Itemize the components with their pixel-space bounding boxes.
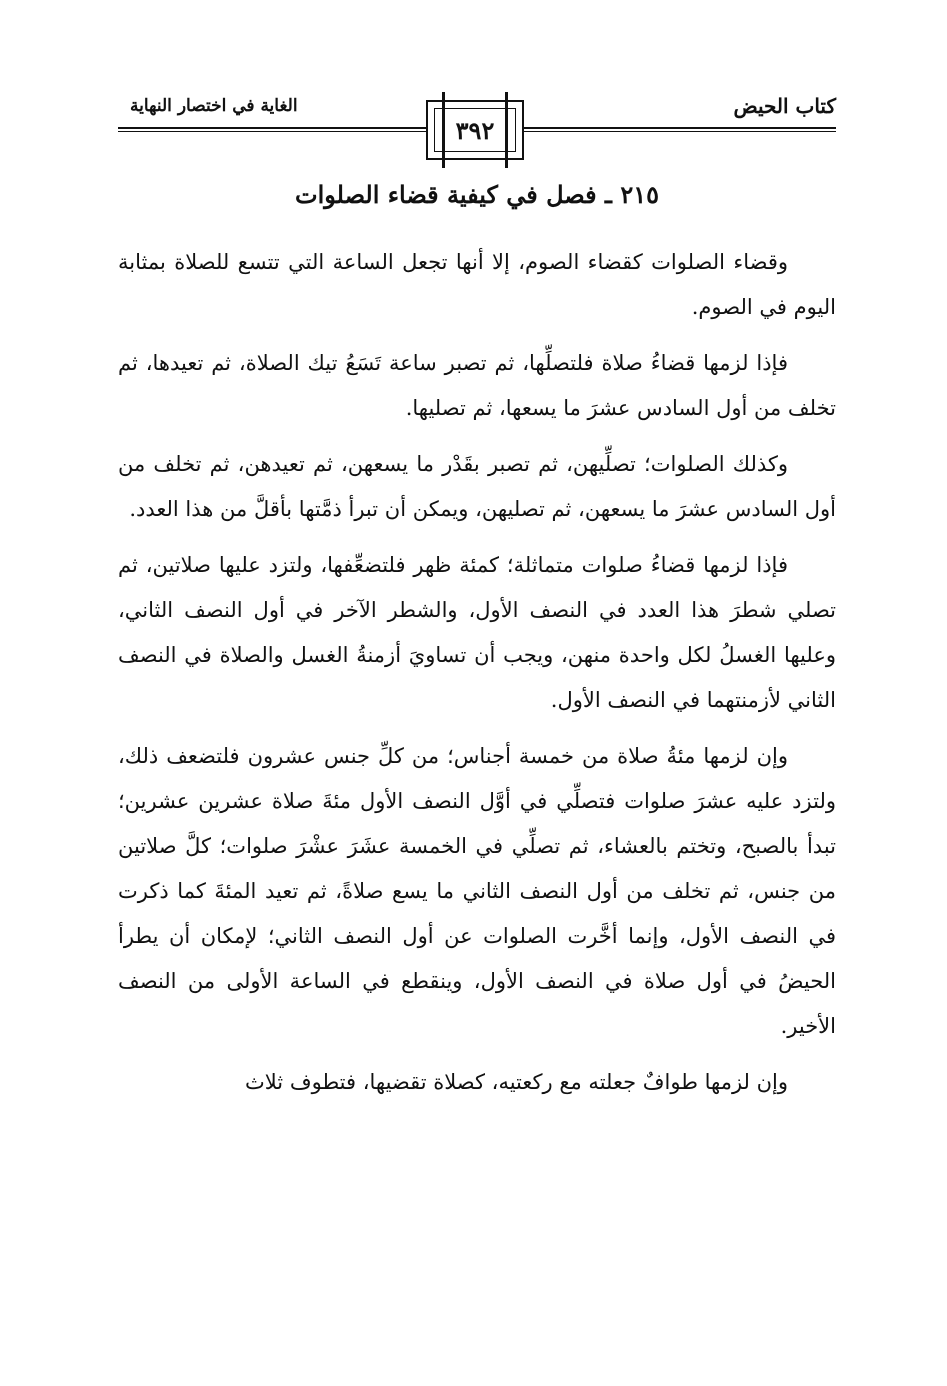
page-number-frame [426, 100, 524, 160]
paragraph: فإذا لزمها قضاءُ صلوات متماثلة؛ كمئة ظهر فلتضعِّفها، ولتزد عليها صلاتين، ثم تصلي شطرَ هذا العدد في النصف الأول، والشطر الآخر في أول النصف الثاني، وعليها الغسلُ لكل واحدة منهن، ويجب أن تساويَ أزمنةُ الغسل والصلاة في النصف الثاني لأزمنتهما في النصف الأول. [118, 553, 836, 712]
paragraph: وكذلك الصلوات؛ تصلِّيهن، ثم تصبر بقَدْر ما يسعهن، ثم تعيدهن، ثم تخلف من أول السادس عشرَ ما يسعهن، ثم تصليهن، ويمكن أن تبرأ ذمَّتها بأقلَّ من هذا العدد. [118, 452, 836, 521]
running-header [118, 92, 836, 172]
paragraph: وإن لزمها مئةُ صلاة من خمسة أجناس؛ من كلِّ جنس عشرون فلتضعف ذلك، ولتزد عليه عشرَ صلوات فتصلِّي في أوَّل النصف الأول مئةَ صلاة عشرين عشرين؛ تبدأ بالصبح، وتختم بالعشاء، ثم تصلِّي في الخمسة عشَرَ عشْرَ صلوات؛ كلَّ صلاتين من جنس، ثم تخلف من أول النصف الثاني ما يسع صلاةً، ثم تعيد المئةَ كما ذكرت في النصف الأول، وإنما أخَّرت الصلوات عن أول النصف الثاني؛ لإمكان أن يطرأ الحيضُ في أول صلاة في النصف الأول، وينقطع في الساعة الأولى من النصف الأخير. [118, 744, 836, 1038]
paragraph: فإذا لزمها قضاءُ صلاة فلتصلِّها، ثم تصبر ساعة تَسَعُ تيك الصلاة، ثم تعيدها، ثم تخلف من أول السادس عشرَ ما يسعها، ثم تصليها. [118, 351, 836, 420]
chapter-title: كتاب الحيض [733, 94, 836, 118]
page-number-frame-inner [434, 108, 516, 152]
book-title: الغاية في اختصار النهاية [130, 96, 298, 116]
paragraph: وقضاء الصلوات كقضاء الصوم، إلا أنها تجعل الساعة التي تتسع للصلاة بمثابة اليوم في الصوم. [118, 250, 836, 319]
section-title: ٢١٥ ـ فصل في كيفية قضاء الصلوات [295, 180, 659, 209]
paragraph: وإن لزمها طوافٌ جعلته مع ركعتيه، كصلاة تقضيها، فتطوف ثلاث [245, 1070, 788, 1094]
body-text [118, 240, 836, 1116]
page-number: ٣٩٢ [455, 115, 495, 145]
